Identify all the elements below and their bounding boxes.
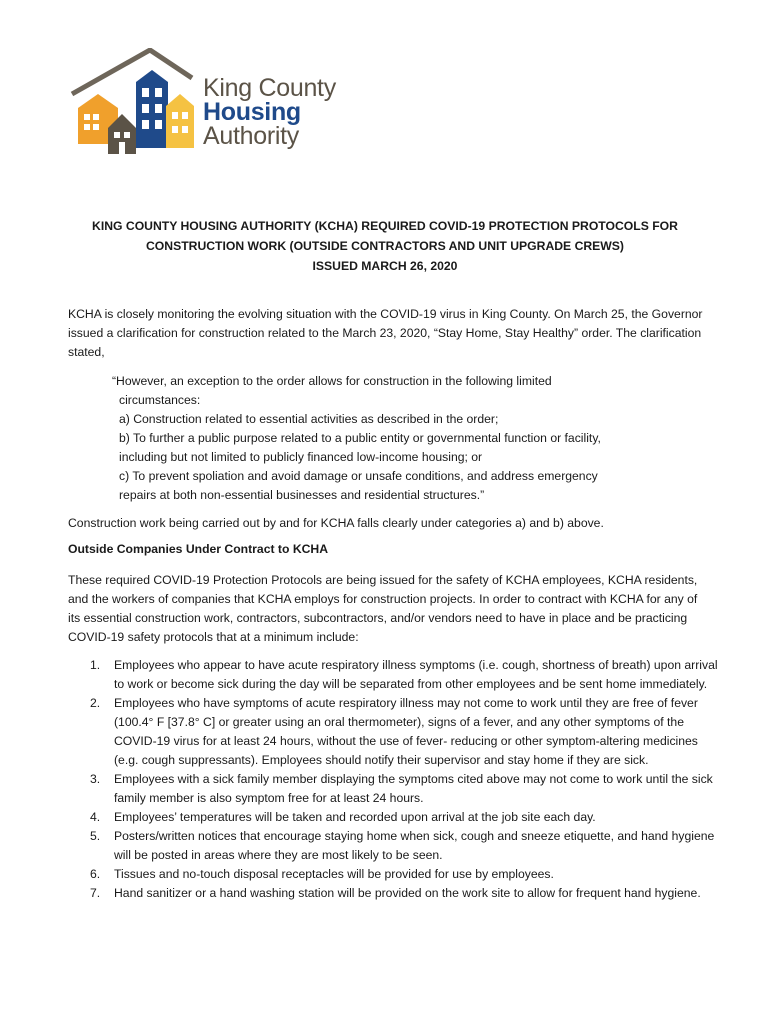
list-item: [68, 865, 718, 884]
list-item: [68, 770, 718, 808]
logo-line-2: Housing: [203, 98, 301, 126]
list-number: 6.: [90, 867, 101, 881]
quote-line: c) To prevent spoliation and avoid damage or unsafe conditions, and address emergency: [119, 469, 598, 483]
list-item: [68, 694, 718, 770]
list-text: Employees with a sick family member displaying the symptoms cited above may not come to work until the sick family member is also symptom free for at least 24 hours.: [114, 772, 713, 805]
title-line-2: CONSTRUCTION WORK (OUTSIDE CONTRACTORS AND UNIT UPGRADE CREWS): [145, 239, 624, 253]
list-number: 1.: [90, 658, 101, 672]
quote-line: b) To further a public purpose related to a public entity or governmental function or facility,: [119, 431, 601, 445]
list-number: 4.: [90, 810, 101, 824]
governor-quote: [112, 372, 672, 505]
list-number: 5.: [90, 829, 101, 843]
list-item: [68, 827, 718, 865]
title-line-3: ISSUED MARCH 26, 2020: [312, 259, 458, 273]
houses-icon: [68, 48, 203, 158]
quote-line: circumstances:: [119, 393, 201, 407]
list-text: Hand sanitizer or a hand washing station will be provided on the work site to allow for frequent hand hygiene.: [114, 886, 701, 900]
list-text: Tissues and no-touch disposal receptacles will be provided for use by employees.: [114, 867, 554, 881]
quote-line: repairs at both non-essential businesses and residential structures.”: [119, 488, 485, 502]
list-text: Employees’ temperatures will be taken and recorded upon arrival at the job site each day.: [114, 810, 596, 824]
logo-line-3: Authority: [203, 122, 299, 150]
list-item: [68, 808, 718, 827]
list-number: 2.: [90, 696, 101, 710]
list-text: Posters/written notices that encourage staying home when sick, cough and sneeze etiquette, and hand hygiene will be posted in areas where they are most likely to be seen.: [114, 829, 715, 862]
section-paragraph: These required COVID-19 Protection Protocols are being issued for the safety of KCHA employees, KCHA residents, and the workers of companies that KCHA employs for construction projects. In order to contract with KCHA for any of its essential construction work, contractors, subcontractors, and/or vendors need to have in place and be practicing COVID-19 safety protocols that at a minimum include:: [68, 573, 698, 644]
list-number: 7.: [90, 886, 101, 900]
document-title: [60, 216, 710, 276]
quote-line: “However, an exception to the order allows for construction in the following limited: [112, 374, 552, 388]
section-heading: Outside Companies Under Contract to KCHA: [68, 542, 329, 556]
title-line-1: KING COUNTY HOUSING AUTHORITY (KCHA) REQUIRED COVID-19 PROTECTION PROTOCOLS FOR: [92, 219, 678, 233]
list-text: Employees who have symptoms of acute respiratory illness may not come to work until they are free of fever (100.4° F [37.8° C] or greater using an oral thermometer), signs of a fever, and any other symptoms of the COVID-19 virus for at least 24 hours, without the use of fever- reducing or other symptom-altering medicines (e.g. cough suppressants). Employees should notify their supervisor and stay home if they are sick.: [114, 696, 698, 767]
kcha-logo: [68, 48, 368, 158]
list-number: 3.: [90, 772, 101, 786]
logo-wordmark: [203, 76, 336, 148]
protocol-list: [68, 656, 718, 903]
list-item: [68, 656, 718, 694]
list-item: [68, 884, 718, 903]
logo-line-1: King County: [203, 74, 336, 102]
after-quote-paragraph: Construction work being carried out by and for KCHA falls clearly under categories a) and b) above.: [68, 516, 604, 530]
quote-line: including but not limited to publicly financed low-income housing; or: [119, 450, 483, 464]
list-text: Employees who appear to have acute respiratory illness symptoms (i.e. cough, shortness of breath) upon arrival to work or become sick during the day will be separated from other employees and be sent home immediately.: [114, 658, 718, 691]
intro-paragraph: KCHA is closely monitoring the evolving situation with the COVID-19 virus in King County. On March 25, the Governor issued a clarification for construction related to the March 23, 2020, “Stay Home, Stay Healthy” order. The clarification stated,: [68, 307, 703, 359]
quote-line: a) Construction related to essential activities as described in the order;: [119, 412, 499, 426]
